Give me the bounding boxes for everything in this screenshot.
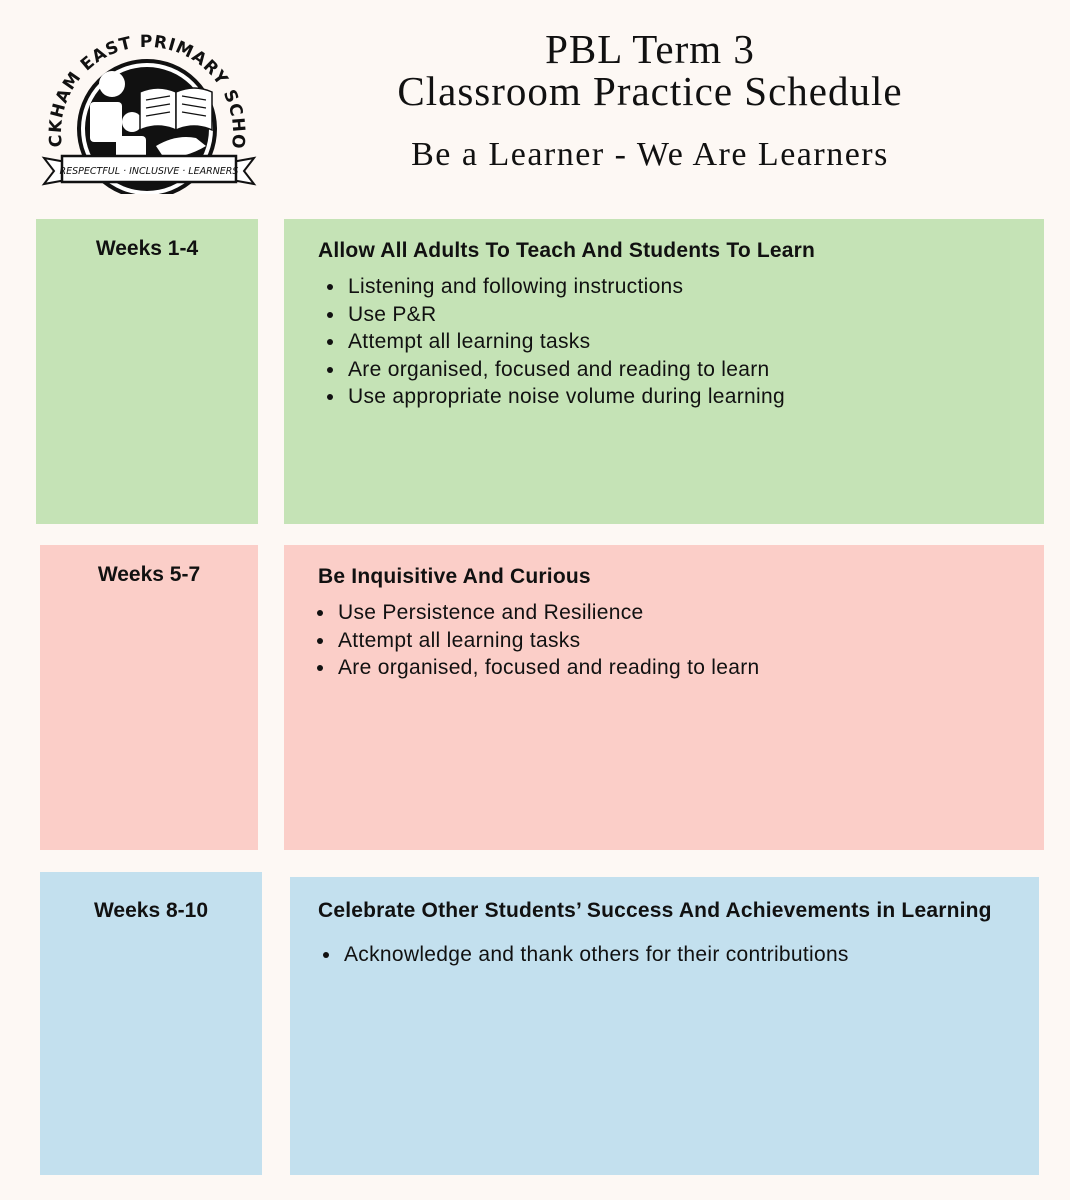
weeks-label: Weeks 5-7 xyxy=(97,563,201,586)
list-item: • Use P&R xyxy=(346,301,1044,329)
page-title-line1: PBL Term 3 xyxy=(545,26,755,72)
focus-heading: Celebrate Other Students’ Success And Achievements in Learning xyxy=(318,899,992,922)
school-logo xyxy=(36,34,262,194)
list-item: • Are organised, focused and reading to learn xyxy=(346,356,1044,384)
list-item: • Use Persistence and Resilience xyxy=(336,599,1044,627)
weeks-cell-2 xyxy=(40,545,258,850)
behaviour-list xyxy=(284,599,1044,682)
list-item: • Use appropriate noise volume during learning xyxy=(346,383,1044,411)
behaviour-list xyxy=(290,941,1039,969)
list-item: • Attempt all learning tasks xyxy=(336,627,1044,655)
list-item: • Attempt all learning tasks xyxy=(346,328,1044,356)
focus-cell-2 xyxy=(284,545,1044,850)
focus-cell-3 xyxy=(290,877,1039,1175)
list-item: • Acknowledge and thank others for their contributions xyxy=(342,941,1039,969)
weeks-cell-1 xyxy=(36,219,258,524)
title-block xyxy=(300,28,1000,174)
logo-motto: RESPECTFUL · INCLUSIVE · LEARNERS xyxy=(59,166,239,177)
weeks-cell-3 xyxy=(40,872,262,1175)
focus-heading: Allow All Adults To Teach And Students To Learn xyxy=(318,239,816,262)
logo-school-name: CKHAM EAST PRIMARY SCHO xyxy=(45,34,249,151)
focus-heading: Be Inquisitive And Curious xyxy=(318,565,591,588)
weeks-label: Weeks 1-4 xyxy=(95,237,199,260)
page-subtitle: Be a Learner - We Are Learners xyxy=(411,136,889,173)
focus-cell-1 xyxy=(284,219,1044,524)
list-item: • Are organised, focused and reading to learn xyxy=(336,654,1044,682)
behaviour-list xyxy=(284,273,1044,411)
weeks-label: Weeks 8-10 xyxy=(93,899,209,922)
page-title-line2: Classroom Practice Schedule xyxy=(397,68,903,114)
list-item: • Listening and following instructions xyxy=(346,273,1044,301)
